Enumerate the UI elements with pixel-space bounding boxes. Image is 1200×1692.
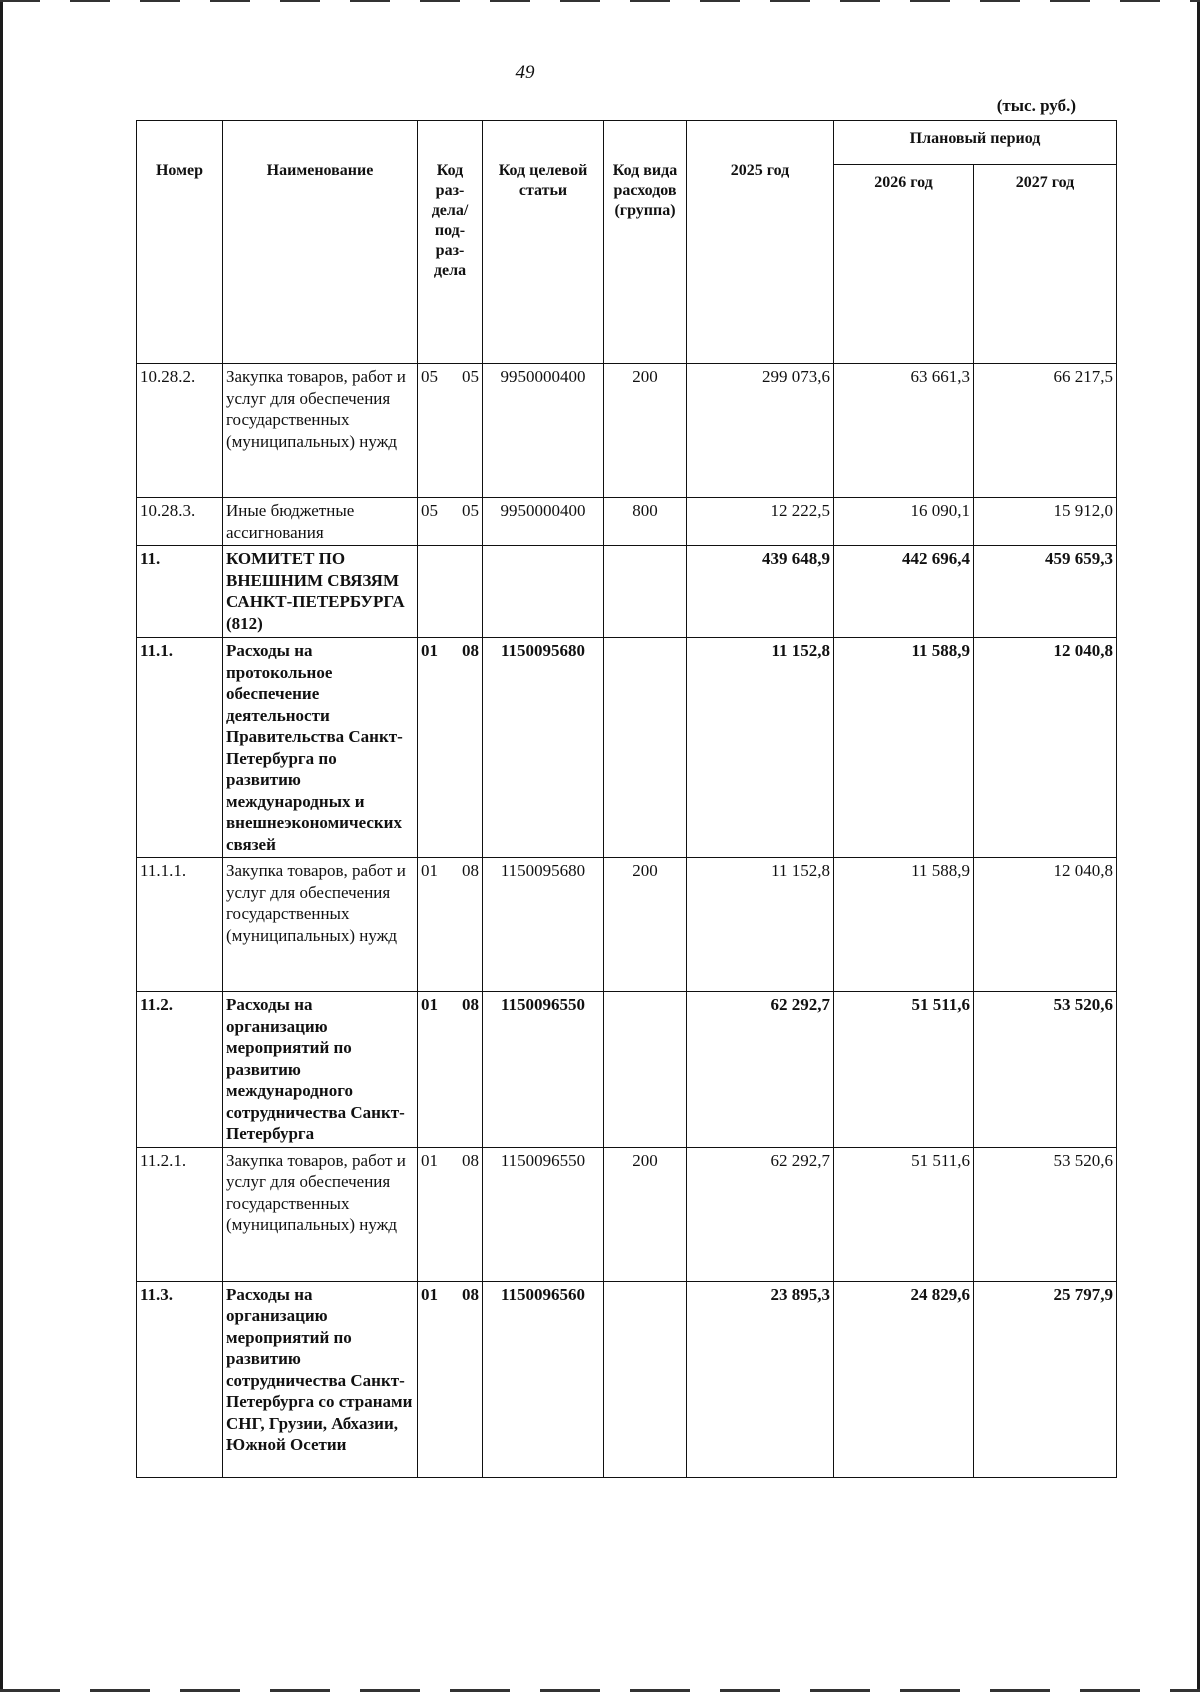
row-value-2026: 63 661,3 <box>834 364 974 498</box>
row-section-code <box>418 638 483 858</box>
budget-table <box>136 120 1117 1478</box>
row-value-2027: 15 912,0 <box>974 498 1117 546</box>
row-value-2025: 11 152,8 <box>687 858 834 992</box>
row-section-code <box>418 1147 483 1281</box>
row-expense-type: 200 <box>604 1147 687 1281</box>
header-target-code: Код целевой статьи <box>483 121 604 364</box>
row-value-2027: 25 797,9 <box>974 1281 1117 1477</box>
row-section-code <box>418 498 483 546</box>
row-target-code: 1150096550 <box>483 992 604 1148</box>
row-expense-type: 200 <box>604 364 687 498</box>
row-target-code: 9950000400 <box>483 498 604 546</box>
row-expense-type: 200 <box>604 858 687 992</box>
table-row <box>137 498 1117 546</box>
row-name: Расходы на протокольное обеспечение деятельности Правительства Санкт-Петербурга по развитию международных и внешнеэкономических связей <box>223 638 418 858</box>
row-value-2025: 23 895,3 <box>687 1281 834 1477</box>
header-section-code: Код раз-дела/ под-раз-дела <box>418 121 483 364</box>
row-number: 11. <box>137 546 223 638</box>
row-value-2027: 12 040,8 <box>974 638 1117 858</box>
section-code: 05 <box>421 367 438 386</box>
subsection-code: 08 <box>462 1150 479 1170</box>
row-number: 10.28.3. <box>137 498 223 546</box>
header-year-2026: 2026 год <box>834 164 974 363</box>
row-target-code: 9950000400 <box>483 364 604 498</box>
scan-edge-left <box>0 0 3 1692</box>
row-value-2025: 299 073,6 <box>687 364 834 498</box>
section-code: 01 <box>421 641 438 660</box>
section-code: 01 <box>421 1150 438 1170</box>
section-code: 01 <box>421 995 438 1014</box>
row-value-2027: 459 659,3 <box>974 546 1117 638</box>
header-year-2027: 2027 год <box>974 164 1117 363</box>
row-section-code <box>418 364 483 498</box>
header-year-2025: 2025 год <box>687 121 834 364</box>
row-expense-type <box>604 1281 687 1477</box>
row-expense-type <box>604 992 687 1148</box>
row-value-2025: 62 292,7 <box>687 992 834 1148</box>
section-code: 01 <box>421 1284 438 1304</box>
row-value-2027: 53 520,6 <box>974 1147 1117 1281</box>
row-target-code: 1150095680 <box>483 858 604 992</box>
row-value-2026: 442 696,4 <box>834 546 974 638</box>
subsection-code: 08 <box>462 641 479 660</box>
table-row <box>137 858 1117 992</box>
row-value-2027: 12 040,8 <box>974 858 1117 992</box>
row-name: Закупка товаров, работ и услуг для обеспечения государственных (муниципальных) нужд <box>223 1147 418 1281</box>
subsection-code: 08 <box>462 995 479 1014</box>
units-label: (тыс. руб.) <box>996 96 1076 115</box>
row-target-code: 1150096560 <box>483 1281 604 1477</box>
row-section-code <box>418 992 483 1148</box>
row-value-2026: 11 588,9 <box>834 858 974 992</box>
row-value-2025: 12 222,5 <box>687 498 834 546</box>
section-code: 05 <box>421 501 438 520</box>
row-name: Расходы на организацию мероприятий по развитию сотрудничества Санкт-Петербурга со странами СНГ, Грузии, Абхазии, Южной Осетии <box>223 1281 418 1477</box>
row-number: 11.2. <box>137 992 223 1148</box>
row-value-2026: 11 588,9 <box>834 638 974 858</box>
row-section-code <box>418 858 483 992</box>
table-row <box>137 1147 1117 1281</box>
row-number: 10.28.2. <box>137 364 223 498</box>
row-name: Иные бюджетные ассигнования <box>223 498 418 546</box>
row-value-2027: 53 520,6 <box>974 992 1117 1148</box>
row-target-code <box>483 546 604 638</box>
row-value-2026: 16 090,1 <box>834 498 974 546</box>
row-number: 11.1. <box>137 638 223 858</box>
row-name: Закупка товаров, работ и услуг для обеспечения государственных (муниципальных) нужд <box>223 858 418 992</box>
row-number: 11.1.1. <box>137 858 223 992</box>
scan-edge-top <box>0 0 1200 2</box>
row-name: Закупка товаров, работ и услуг для обеспечения государственных (муниципальных) нужд <box>223 364 418 498</box>
subsection-code: 05 <box>462 501 479 520</box>
subsection-code: 08 <box>462 1284 479 1304</box>
row-number: 11.3. <box>137 1281 223 1477</box>
table-row <box>137 992 1117 1148</box>
page-number: 49 <box>515 62 535 83</box>
subsection-code: 05 <box>462 367 479 386</box>
row-name: КОМИТЕТ ПО ВНЕШНИМ СВЯЗЯМ САНКТ-ПЕТЕРБУРГА (812) <box>223 546 418 638</box>
table-row <box>137 364 1117 498</box>
row-target-code: 1150096550 <box>483 1147 604 1281</box>
table-body <box>137 364 1117 1478</box>
row-target-code: 1150095680 <box>483 638 604 858</box>
header-number: Номер <box>137 121 223 364</box>
row-expense-type: 800 <box>604 498 687 546</box>
row-value-2026: 51 511,6 <box>834 992 974 1148</box>
header-name: Наименование <box>223 121 418 364</box>
table-row <box>137 638 1117 858</box>
row-value-2026: 51 511,6 <box>834 1147 974 1281</box>
row-value-2027: 66 217,5 <box>974 364 1117 498</box>
row-number: 11.2.1. <box>137 1147 223 1281</box>
row-section-code <box>418 1281 483 1477</box>
header-expense-type: Код вида расходов (группа) <box>604 121 687 364</box>
section-code: 01 <box>421 861 438 880</box>
table-row <box>137 1281 1117 1477</box>
row-value-2026: 24 829,6 <box>834 1281 974 1477</box>
row-section-code <box>418 546 483 638</box>
row-expense-type <box>604 546 687 638</box>
header-planned-period: Плановый период <box>834 121 1117 165</box>
table-row <box>137 546 1117 638</box>
row-value-2025: 11 152,8 <box>687 638 834 858</box>
row-name: Расходы на организацию мероприятий по развитию международного сотрудничества Санкт-Петербурга <box>223 992 418 1148</box>
row-value-2025: 439 648,9 <box>687 546 834 638</box>
row-value-2025: 62 292,7 <box>687 1147 834 1281</box>
subsection-code: 08 <box>462 861 479 880</box>
row-expense-type <box>604 638 687 858</box>
